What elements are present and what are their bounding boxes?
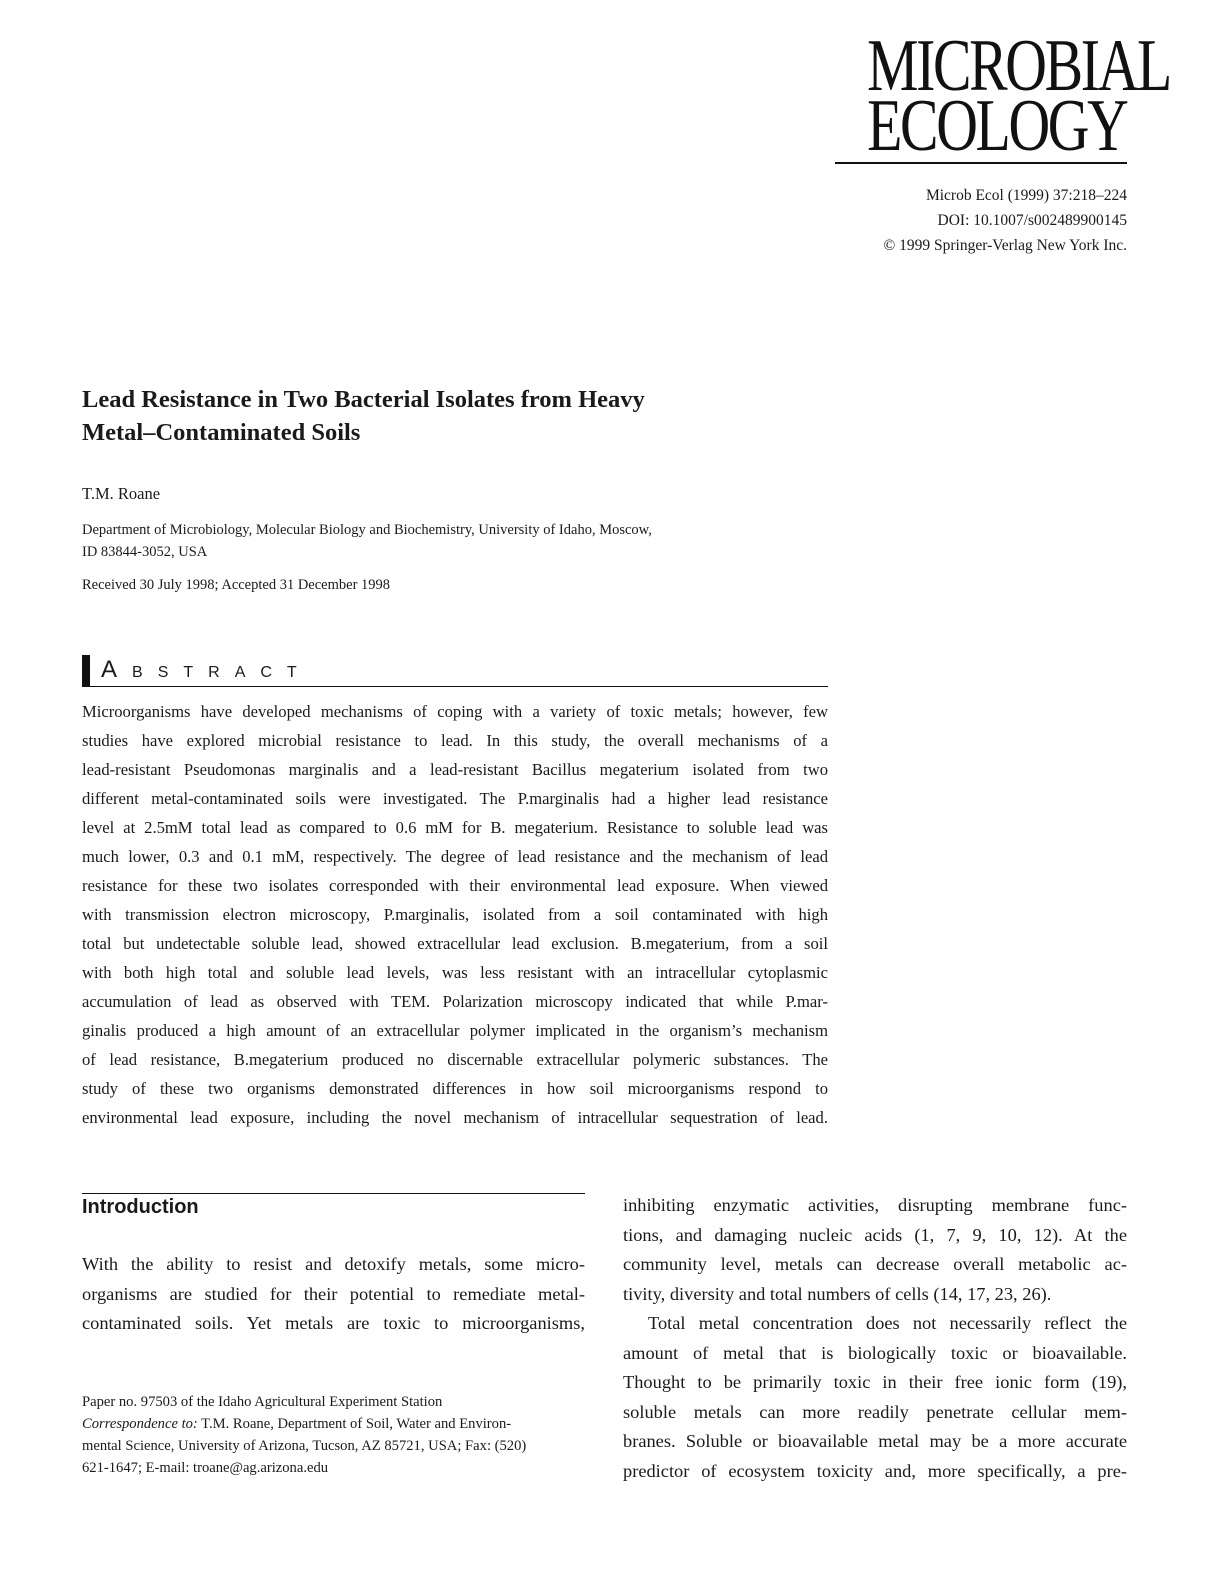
intro-line: With the ability to resist and detoxify metals, some micro- (82, 1254, 585, 1274)
intro-line: soluble metals can more readily penetrate cellular mem- (623, 1401, 1127, 1422)
abstract-line: studies have explored microbial resistance to lead. In this study, the overall mechanisms of a (82, 731, 828, 750)
intro-line: Total metal concentration does not necessarily reflect the (648, 1313, 1127, 1333)
affiliation-line-1: Department of Microbiology, Molecular Biology and Biochemistry, University of Idaho, Moscow, (82, 522, 652, 538)
abstract-line: with transmission electron microscopy, P.marginalis, isolated from a soil contaminated with high (82, 905, 828, 924)
introduction-rule (82, 1193, 585, 1194)
correspondence-label: Correspondence to: (82, 1416, 198, 1432)
abstract-line: accumulation of lead as observed with TEM. Polarization microscopy indicated that while P.mar- (82, 992, 828, 1011)
journal-masthead (835, 25, 1170, 167)
intro-line: tions, and damaging nucleic acids (1, 7, 9, 10, 12). At the (623, 1224, 1127, 1245)
intro-line: inhibiting enzymatic activities, disrupting membrane func- (623, 1195, 1127, 1215)
title-line-2: Metal–Contaminated Soils (82, 419, 361, 446)
abstract-line: different metal-contaminated soils were investigated. The P.marginalis had a higher lead resistance (82, 789, 828, 808)
footnote-correspondence: Correspondence to: T.M. Roane, Department of Soil, Water and Environ- (82, 1416, 512, 1432)
affiliation (82, 519, 782, 563)
journal-name-line2: ECOLOGY (867, 85, 1127, 167)
abstract-line: environmental lead exposure, including the novel mechanism of intracellular sequestration of lead. (82, 1108, 828, 1127)
footnote-paper-no: Paper no. 97503 of the Idaho Agricultural Experiment Station (82, 1394, 443, 1410)
footnote-correspondence-3: 621-1647; E-mail: troane@ag.arizona.edu (82, 1460, 329, 1476)
abstract-line: Microorganisms have developed mechanisms of coping with a variety of toxic metals; however, few (82, 702, 828, 721)
intro-line: predictor of ecosystem toxicity and, more specifically, a pre- (623, 1460, 1127, 1481)
abstract-line: of lead resistance, B.megaterium produced no discernable extracellular polymeric substances. The (82, 1050, 828, 1069)
intro-line: tivity, diversity and total numbers of cells (14, 17, 23, 26). (623, 1283, 1052, 1304)
intro-line: branes. Soluble or bioavailable metal may be a more accurate (623, 1431, 1127, 1451)
abstract-line: ginalis produced a high amount of an extracellular polymer implicated in the organism’s mechanism (82, 1021, 828, 1040)
introduction-heading: Introduction (82, 1196, 199, 1218)
abstract-line: with both high total and soluble lead levels, was less resistant with an intracellular cytoplasmic (82, 963, 828, 982)
abstract-line: level at 2.5mM total lead as compared to 0.6 mM for B. megaterium. Resistance to soluble lead was (82, 818, 828, 837)
journal-name-line1: MICROBIAL (867, 25, 1170, 107)
intro-line: amount of metal that is biologically toxic or bioavailable. (623, 1342, 1127, 1363)
introduction-right-text (623, 1191, 1127, 1486)
author: T.M. Roane (82, 484, 161, 503)
article-title (82, 383, 782, 449)
citation-ref: Microb Ecol (1999) 37:218–224 (925, 187, 1127, 204)
intro-line: community level, metals can decrease overall metabolic ac- (623, 1254, 1127, 1274)
abstract-heading (82, 655, 828, 687)
received-dates: Received 30 July 1998; Accepted 31 December 1998 (82, 577, 391, 593)
citation-block (884, 183, 1128, 258)
abstract-heading-label: ABSTRACT (101, 656, 312, 683)
abstract-line: resistance for these two isolates corresponded with their environmental lead exposure. When viewed (82, 876, 828, 895)
abstract-heading-bar (82, 655, 90, 686)
intro-line: contaminated soils. Yet metals are toxic to microorganisms, (82, 1313, 585, 1333)
title-line-1: Lead Resistance in Two Bacterial Isolates from Heavy (82, 386, 645, 413)
intro-line: Thought to be primarily toxic in their free ionic form (19), (623, 1372, 1127, 1392)
abstract-line: total but undetectable soluble lead, showed extracellular lead exclusion. B.megaterium, from a soil (82, 934, 828, 953)
introduction-left-text (82, 1250, 585, 1339)
affiliation-line-2: ID 83844-3052, USA (82, 544, 208, 560)
citation-doi: DOI: 10.1007/s002489900145 (937, 212, 1127, 229)
intro-line: organisms are studied for their potential to remediate metal- (82, 1283, 585, 1304)
abstract-text (82, 697, 828, 1132)
footnote (82, 1391, 585, 1479)
footnote-correspondence-2: mental Science, University of Arizona, Tucson, AZ 85721, USA; Fax: (520) (82, 1438, 527, 1454)
abstract-line: study of these two organisms demonstrated differences in how soil microorganisms respond to (82, 1079, 828, 1098)
abstract-line: much lower, 0.3 and 0.1 mM, respectively. The degree of lead resistance and the mechanism of lead (82, 847, 828, 866)
citation-copyright: © 1999 Springer-Verlag New York Inc. (883, 237, 1127, 254)
abstract-line: lead-resistant Pseudomonas marginalis and a lead-resistant Bacillus megaterium isolated from two (82, 760, 828, 779)
